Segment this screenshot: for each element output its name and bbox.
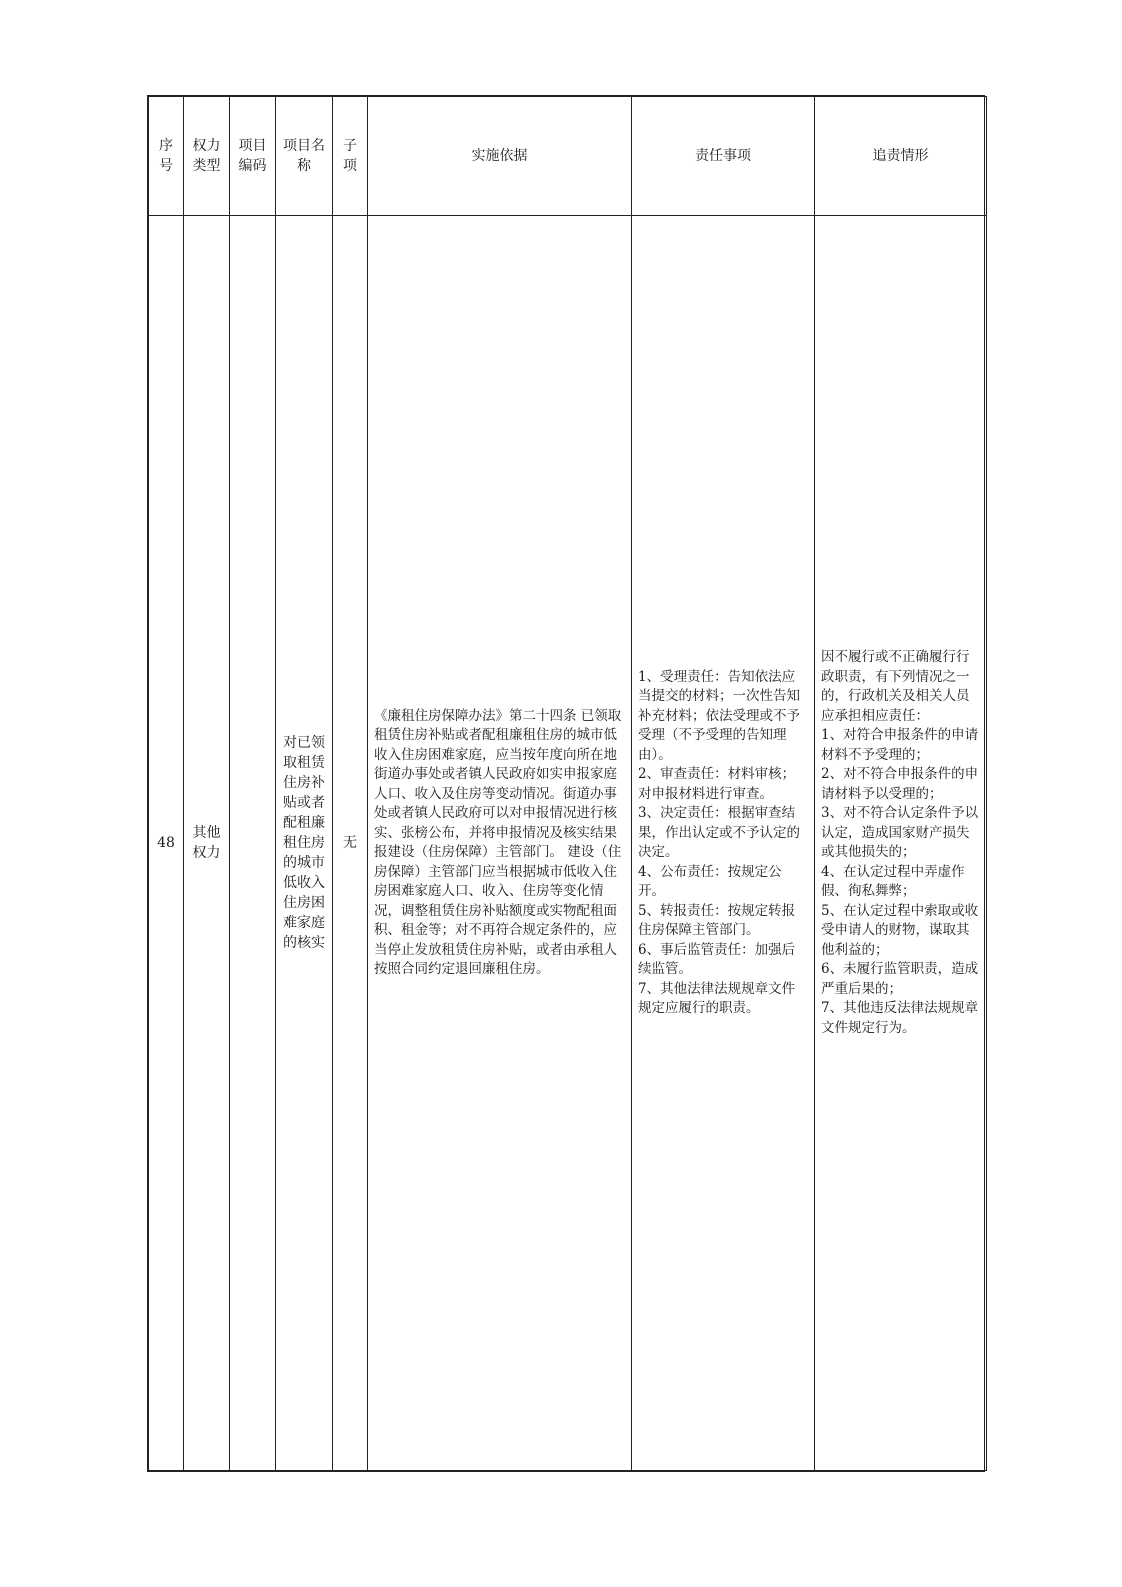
responsibility-item: 3、决定责任：根据审查结果，作出认定或不予认定的决定。 xyxy=(638,805,800,860)
cell-sub-item: 无 xyxy=(333,216,368,1471)
responsibility-item: 6、事后监管责任：加强后续监管。 xyxy=(638,941,796,977)
header-item-name: 项目名称 xyxy=(276,97,333,216)
cell-item-code xyxy=(230,216,276,1471)
header-accountability: 追责情形 xyxy=(815,97,987,216)
accountability-item: 6、未履行监管职责，造成严重后果的； xyxy=(821,961,979,997)
cell-accountability xyxy=(815,216,987,1471)
accountability-intro: 因不履行或不正确履行行政职责，有下列情况之一的，行政机关及相关人员应承担相应责任： xyxy=(821,649,970,724)
header-sub-item: 子项 xyxy=(333,97,368,216)
header-power-type: 权力类型 xyxy=(184,97,230,216)
cell-power-type: 其他权力 xyxy=(184,216,230,1471)
header-responsibility: 责任事项 xyxy=(632,97,815,216)
accountability-item: 1、对符合申报条件的申请材料不予受理的； xyxy=(821,727,979,763)
cell-responsibility xyxy=(632,216,815,1471)
responsibility-item: 5、转报责任：按规定转报住房保障主管部门。 xyxy=(638,902,796,938)
header-row xyxy=(149,97,987,216)
cell-basis: 《廉租住房保障办法》第二十四条 已领取租赁住房补贴或者配租廉租住房的城市低收入住房困难家庭，应当按年度向所在地街道办事处或者镇人民政府如实申报家庭人口、收入及住房等变动情况。街道办事处或者镇人民政府可以对申报情况进行核实、张榜公布，并将申报情况及核实结果报建设（住房保障）主管部门。 建设（住房保障）主管部门应当根据城市低收入住房困难家庭人口、收入、住房等变化情况，调整租赁住房补贴额度或实物配租面积、租金等；对不再符合规定条件的，应当停止发放租赁住房补贴，或者由承租人按照合同约定退回廉租住房。 xyxy=(368,216,632,1471)
accountability-item: 7、其他违反法律法规规章文件规定行为。 xyxy=(821,1000,979,1036)
accountability-item: 4、在认定过程中弄虚作假、徇私舞弊； xyxy=(821,863,965,899)
cell-seq: 48 xyxy=(149,216,184,1471)
power-list-table xyxy=(148,96,987,1471)
power-list-table-frame xyxy=(147,95,985,1472)
responsibility-item: 4、公布责任：按规定公开。 xyxy=(638,863,782,899)
accountability-item: 2、对不符合申报条件的申请材料予以受理的； xyxy=(821,766,979,802)
accountability-item: 5、在认定过程中索取或收受申请人的财物，谋取其他利益的； xyxy=(821,902,979,958)
header-seq: 序号 xyxy=(149,97,184,216)
responsibility-item: 1、受理责任：告知依法应当提交的材料；一次性告知补充材料；依法受理或不予受理（不予受理的告知理由）。 xyxy=(638,668,800,763)
header-item-code: 项目编码 xyxy=(230,97,276,216)
header-basis: 实施依据 xyxy=(368,97,632,216)
cell-item-name: 对已领取租赁住房补贴或者配租廉租住房的城市低收入住房困难家庭的核实 xyxy=(276,216,333,1471)
table-row xyxy=(149,216,987,1471)
responsibility-item: 2、审查责任：材料审核；对申报材料进行审查。 xyxy=(638,766,796,802)
accountability-item: 3、对不符合认定条件予以认定，造成国家财产损失或其他损失的； xyxy=(821,805,979,860)
responsibility-item: 7、其他法律法规规章文件规定应履行的职责。 xyxy=(638,980,796,1016)
